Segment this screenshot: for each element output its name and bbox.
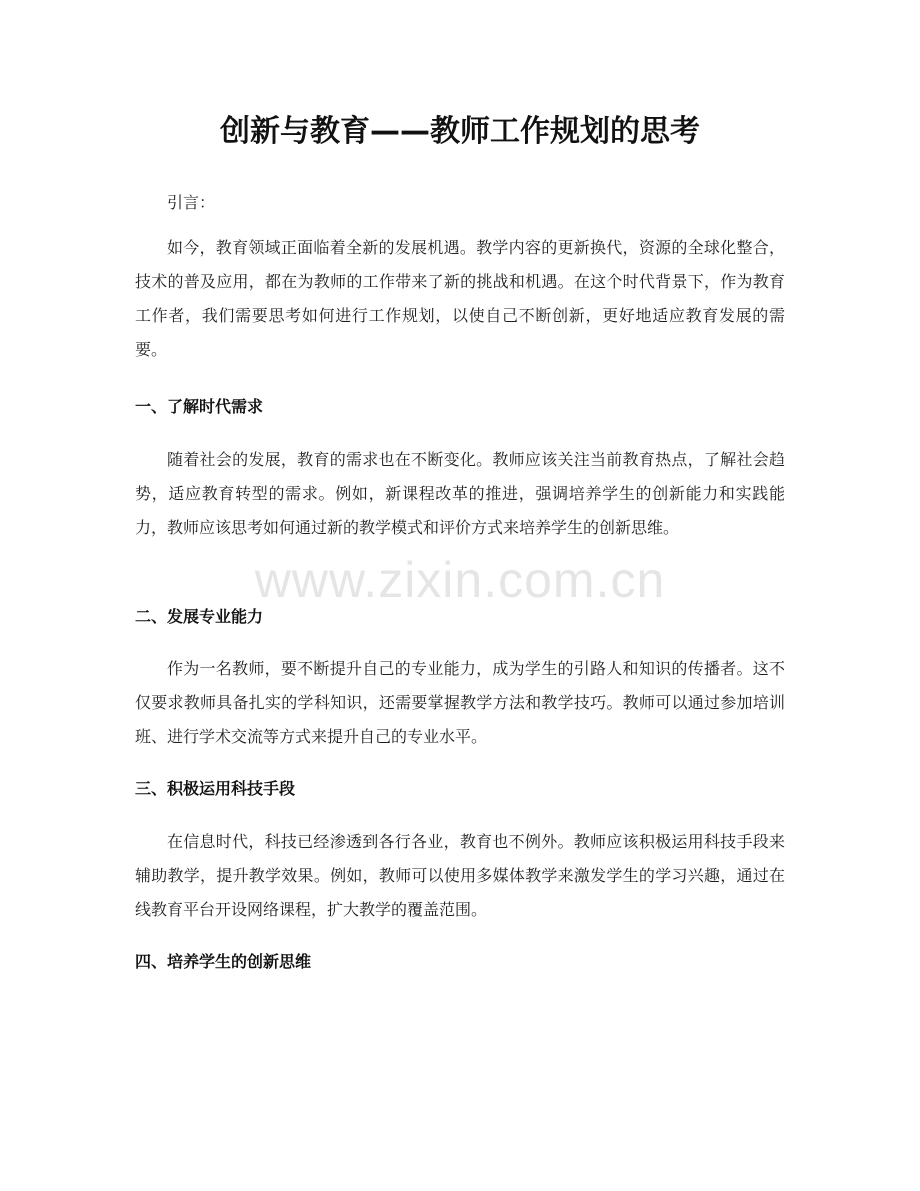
section-heading-1: 一、了解时代需求 bbox=[135, 397, 264, 416]
intro-paragraph: 如今，教育领域正面临着全新的发展机遇。教学内容的更新换代，资源的全球化整合，技术的普及应用，都在为教师的工作带来了新的挑战和机遇。在这个时代背景下，作为教育工作者，我们需要思考如何进行工作规划，以使自己不断创新，更好地适应教育发展的需要。 bbox=[135, 238, 785, 359]
watermark-text: www.zixin.com.cn bbox=[254, 552, 666, 608]
document-title: 创新与教育——教师工作规划的思考 bbox=[220, 114, 700, 149]
intro-label: 引言： bbox=[167, 193, 216, 212]
section-body-2: 作为一名教师，要不断提升自己的专业能力，成为学生的引路人和知识的传播者。这不仅要求教师具备扎实的学科知识，还需要掌握教学方法和教学技巧。教师可以通过参加培训班、进行学术交流等方式来提升自己的专业水平。 bbox=[135, 659, 785, 746]
section-heading-3: 三、积极运用科技手段 bbox=[135, 779, 296, 798]
section-body-1: 随着社会的发展，教育的需求也在不断变化。教师应该关注当前教育热点，了解社会趋势，适应教育转型的需求。例如，新课程改革的推进，强调培养学生的创新能力和实践能力，教师应该思考如何通过新的教学模式和评价方式来培养学生的创新思维。 bbox=[135, 450, 785, 537]
section-heading-4: 四、培养学生的创新思维 bbox=[135, 952, 312, 971]
section-body-3: 在信息时代，科技已经渗透到各行各业，教育也不例外。教师应该积极运用科技手段来辅助教学，提升教学效果。例如，教师可以使用多媒体教学来激发学生的学习兴趣，通过在线教育平台开设网络课程，扩大教学的覆盖范围。 bbox=[135, 832, 785, 919]
section-heading-2: 二、发展专业能力 bbox=[135, 607, 264, 626]
